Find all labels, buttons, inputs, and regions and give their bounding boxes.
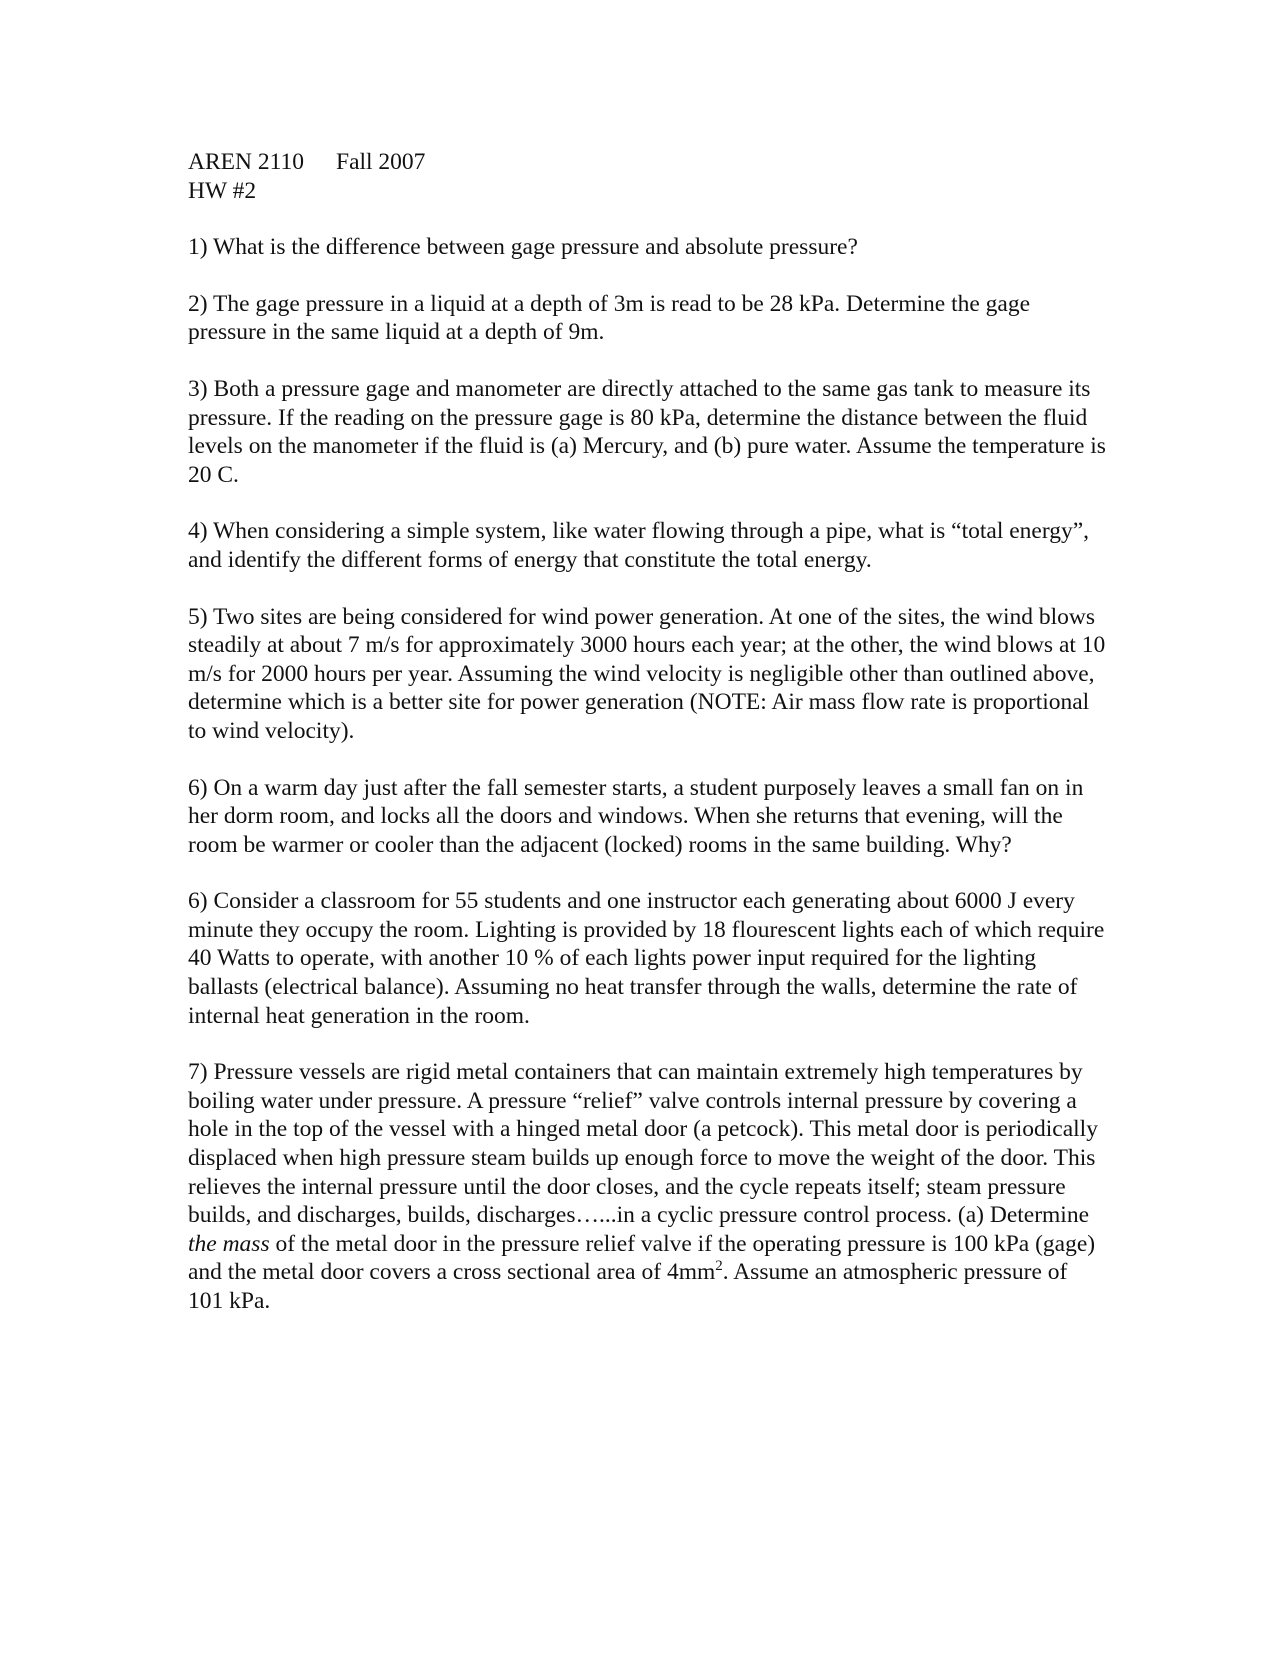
term: Fall 2007 <box>336 149 426 175</box>
assignment-title: HW #2 <box>188 177 257 204</box>
question-7-text-part2: of the metal door in the pressure relief valve if the operating pressure is 100 kPa (gage) and the metal door covers a cross sectional area of 4mm <box>188 1230 1096 1286</box>
question-2: 2) The gage pressure in a liquid at a depth of 3m is read to be 28 kPa. Determine the gage pressure in the same liquid at a depth of 9m. <box>188 290 1031 346</box>
question-1: 1) What is the difference between gage pressure and absolute pressure? <box>188 234 858 261</box>
spacer <box>188 205 1108 233</box>
question-7-text-part3: . Assume an atmospheric pressure of 101 kPa. <box>188 1259 1068 1314</box>
document-header <box>188 148 1108 177</box>
area-unit-superscript: 2 <box>715 1258 723 1275</box>
question-6a: 6) On a warm day just after the fall semester starts, a student purposely leaves a small fan on in her dorm room, and locks all the doors and windows. When she returns that evening, will the room be warmer or cooler than the adjacent (locked) rooms in the same building. Why? <box>188 774 1084 858</box>
spacer <box>188 859 1108 887</box>
spacer <box>188 262 1108 290</box>
question-7-text-part1: 7) Pressure vessels are rigid metal containers that can maintain extremely high temperatures by boiling water under pressure. A pressure “relief” valve controls internal pressure by covering a hole in the top of the vessel with a hinged metal door (a petcock). This metal door is periodically displaced when high pressure steam builds up enough force to move the weight of the door. This relieves the internal pressure until the door closes, and the cycle repeats itself; steam pressure builds, and discharges, builds, discharges…...in a cyclic pressure control process. (a) Determine <box>188 1059 1098 1229</box>
spacer <box>188 489 1108 517</box>
spacer <box>188 575 1108 603</box>
spacer <box>188 347 1108 375</box>
question-6b: 6) Consider a classroom for 55 students and one instructor each generating about 6000 J every minute they occupy the room. Lighting is provided by 18 flourescent lights each of which require 40 Watts to operate, with another 10 % of each lights power input required for the lighting ballasts (electrical balance). Assuming no heat transfer through the walls, determine the rate of internal heat generation in the room. <box>188 888 1105 1029</box>
question-7-emphasis: the mass <box>188 1230 270 1257</box>
question-4: 4) When considering a simple system, like water flowing through a pipe, what is “total energy”, and identify the different forms of energy that constitute the total energy. <box>188 518 1090 573</box>
spacer <box>188 1030 1108 1058</box>
spacer <box>188 746 1108 774</box>
document-page <box>188 148 1108 1316</box>
question-7 <box>188 1058 1108 1315</box>
course-code: AREN 2110 <box>188 149 304 175</box>
question-5: 5) Two sites are being considered for wind power generation. At one of the sites, the wind blows steadily at about 7 m/s for approximately 3000 hours each year; at the other, the wind blows at 10 m/s for 2000 hours per year. Assuming the wind velocity is negligible other than outlined above, determine which is a better site for power generation (NOTE: Air mass flow rate is proportional to wind velocity). <box>188 603 1106 744</box>
question-3: 3) Both a pressure gage and manometer are directly attached to the same gas tank to measure its pressure. If the reading on the pressure gage is 80 kPa, determine the distance between the fluid levels on the manometer if the fluid is (a) Mercury, and (b) pure water. Assume the temperature is 20 C. <box>188 375 1106 488</box>
